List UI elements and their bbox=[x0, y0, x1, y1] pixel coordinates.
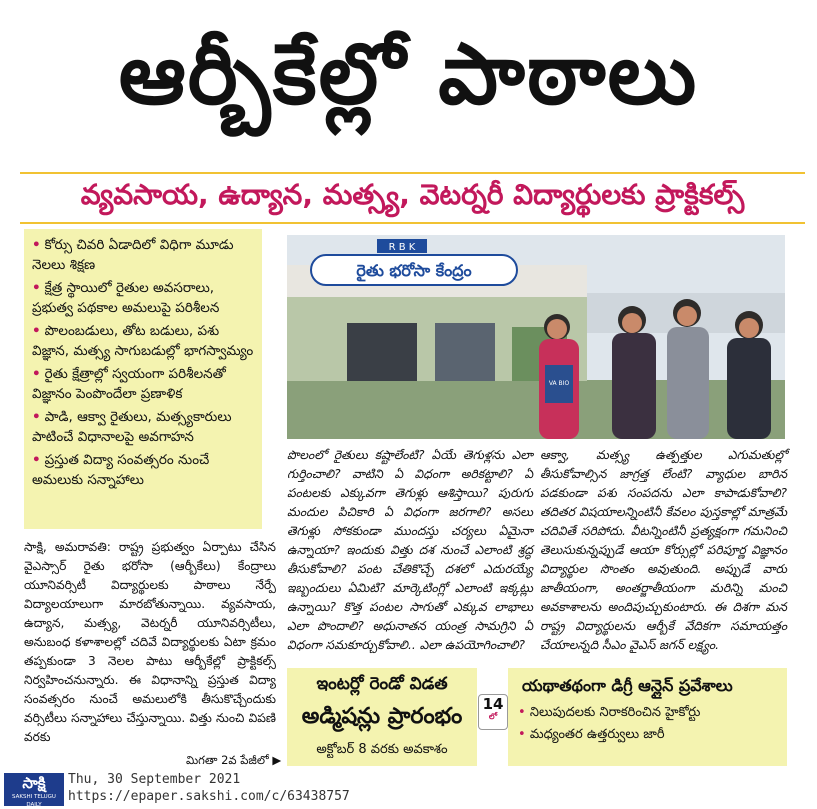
teaser2-bullet: • మధ్యంతర ఉత్తర్వులు జారీ bbox=[518, 727, 665, 742]
logo-subtext: SAKSHI TELUGU DAILY bbox=[12, 794, 56, 808]
highlight-item: • పొలంబడులు, తోట బడులు, పశు విజ్ఞాన, మత్స్య సాగుబడుల్లో భాగస్వామ్యం bbox=[32, 323, 254, 359]
highlight-item: • కోర్సు చివరి ఏడాదిలో విధిగా మూడు నెలలు శిక్షణ bbox=[32, 237, 234, 273]
logo-text: సాక్షి bbox=[22, 774, 46, 792]
bullet-icon: • bbox=[32, 452, 41, 468]
teaser1-line1: ఇంటర్లో రెండో విడత bbox=[316, 674, 448, 694]
sakshi-logo bbox=[4, 773, 64, 806]
page-badge[interactable] bbox=[478, 694, 508, 730]
teaser2-title: యథాతథంగా డిగ్రీ ఆన్లైన్ ప్రవేశాలు bbox=[522, 676, 733, 695]
highlights-box bbox=[24, 229, 262, 529]
news-photo bbox=[287, 235, 785, 439]
bullet-icon: • bbox=[32, 409, 41, 425]
highlight-item: • రైతు క్షేత్రాల్లో స్వయంగా పరిశీలనతో విజ్ఞానం పెంపొందేలా ప్రణాళిక bbox=[32, 366, 226, 402]
page-number: 14 bbox=[482, 695, 504, 713]
teaser1-line3: అక్టోబర్ 8 వరకు అవకాశం bbox=[316, 742, 448, 757]
article-column-3: ఆక్వా, మత్స్య ఉత్పత్తుల ఎగుమతుల్లో తీసుకోవాల్సిన జాగ్రత్త లేంటి? వ్యాధుల బారిన పడకుండా పశు సంపదను ఎలా కాపాడుకోవాలి? తదితర విషయాలన్నింటినీ కేవలం పుస్తకాల్లో మాత్రమే చదివితే సరిపోదు. వీటన్నింటినీ ప్రత్యక్షంగా గమనించి తెలుసుకున్నప్పుడే ఆయా కోర్సుల్లో పరిపూర్ణ విజ్ఞానం విద్యార్థుల సొంతం అవుతుంది. అప్పుడే వారు జాతీయంగా, అంతర్జాతీయంగా మరిన్ని మంచి అవకాశాలను అందిపుచ్చుకుంటారు. ఈ దిశగా మన రాష్ట్ర విద్యార్థులను ఆర్బీకే వేదికగా సమాయత్తం చేయాలన్నది సీఎం వైఎస్ జగన్ లక్ష్యం. bbox=[540, 448, 787, 652]
edition-date: Thu, 30 September 2021 bbox=[68, 772, 241, 787]
highlight-item: • క్షేత్ర స్థాయిలో రైతుల అవసరాలు, ప్రభుత్వ పథకాల అమలుపై పరిశీలన bbox=[32, 280, 220, 316]
highlight-item: • పాడి, ఆక్వా రైతులు, మత్స్యకారులు పాటించే విధానాలపై అవగాహన bbox=[32, 409, 232, 445]
page-suffix: లో bbox=[488, 712, 498, 721]
highlight-item: • ప్రస్తుత విద్యా సంవత్సరం నుంచే అమలుకు సన్నాహాలు bbox=[32, 452, 210, 488]
rbk-students-illustration bbox=[287, 235, 785, 439]
bullet-icon: • bbox=[518, 727, 530, 742]
rbk-sign-text: రైతు భరోసా కేంద్రం bbox=[356, 261, 472, 280]
continued-link[interactable]: మిగతా 2వ పేజీలో ▶ bbox=[186, 753, 282, 767]
teaser1-line2: అడ్మిషన్లు ప్రారంభం bbox=[301, 704, 463, 729]
bullet-icon: • bbox=[32, 237, 41, 253]
book-label: VA BIO bbox=[548, 380, 570, 387]
headline: ఆర్బీకేల్లో పాఠాలు bbox=[118, 24, 699, 123]
bullet-icon: • bbox=[32, 323, 41, 339]
bullet-icon: • bbox=[518, 705, 530, 720]
rbk-sign-letters: R B K bbox=[388, 242, 416, 253]
teaser-degree-admissions[interactable] bbox=[508, 668, 787, 766]
teaser2-bullet: • నిలుపుదలకు నిరాకరించిన హైకోర్టు bbox=[518, 705, 701, 720]
bullet-icon: • bbox=[32, 280, 41, 296]
article-lead: సాక్షి, అమరావతి: రాష్ట్ర ప్రభుత్వం ఏర్పాటు చేసిన వైఎస్సార్ రైతు భరోసా (ఆర్బీకేలు) కేంద్రాలు యూనివర్సిటీ విద్యార్థులకు పాఠాలు నేర్పే విద్యాలయాలుగా మారబోతున్నాయి. వ్యవసాయ, ఉద్యాన, మత్స్య, వెటర్నరీ యూనివర్సిటీలు, అనుబంధ కళాశాలల్లో చదివే విద్యార్థులకు ఏటా క్రమం తప్పకుండా 3 నెలల పాటు ఆర్బీకేల్లో ప్రాక్టికల్స్ నిర్వహించనున్నారు. ఈ విధానాన్ని ప్రస్తుత విద్యా సంవత్సరం నుంచే అమలులోకి తీసుకొచ్చేందుకు వర్సిటీలు సన్నాహాలు చేస్తున్నాయి. విత్తు నుంచి విపణి వరకు bbox=[24, 540, 276, 744]
article-column-1 bbox=[24, 538, 276, 770]
bullet-icon: • bbox=[32, 366, 41, 382]
article-column-2: పొలంలో రైతులు కష్టాలేంటి? ఏయే తెగుళ్లను ఎలా గుర్తించాలి? వాటిని ఏ విధంగా అరికట్టాలి? ఏ పంటలకు ఎక్కువగా తెగుళ్లు ఆశిస్తాయి? పురుగు మందుల పిచికారి ఏ విధంగా జరగాలి? అసలు తెగుళ్లు సోకకుండా ముందస్తు చర్యలు ఏమైనా ఉన్నాయా? ఇందుకు విత్తు దశ నుంచే ఎలాంటి శ్రద్ధ తీసుకోవాలి? పంట చేతికొచ్చే దశలో ఎదురయ్యే ఇబ్బందులు ఏమిటి? మార్కెటింగ్లో ఎలాంటి ఇక్కట్లు ఉన్నాయి? కొత్త పంటల సాగుతో ఎక్కువ లాభాలు ఎలా పొందాలి? అధునాతన యంత్ర సామగ్రిని ఏ విధంగా సమకూర్చుకోవాలి.. ఎలా ఉపయోగించాలి? bbox=[287, 448, 533, 652]
epaper-url[interactable]: https://epaper.sakshi.com/c/63438757 bbox=[68, 789, 350, 804]
subheadline: వ్యవసాయ, ఉద్యాన, మత్స్య, వెటర్నరీ విద్యార్థులకు ప్రాక్టికల్స్ bbox=[20, 172, 805, 224]
teaser-inter-admissions[interactable] bbox=[287, 668, 477, 766]
